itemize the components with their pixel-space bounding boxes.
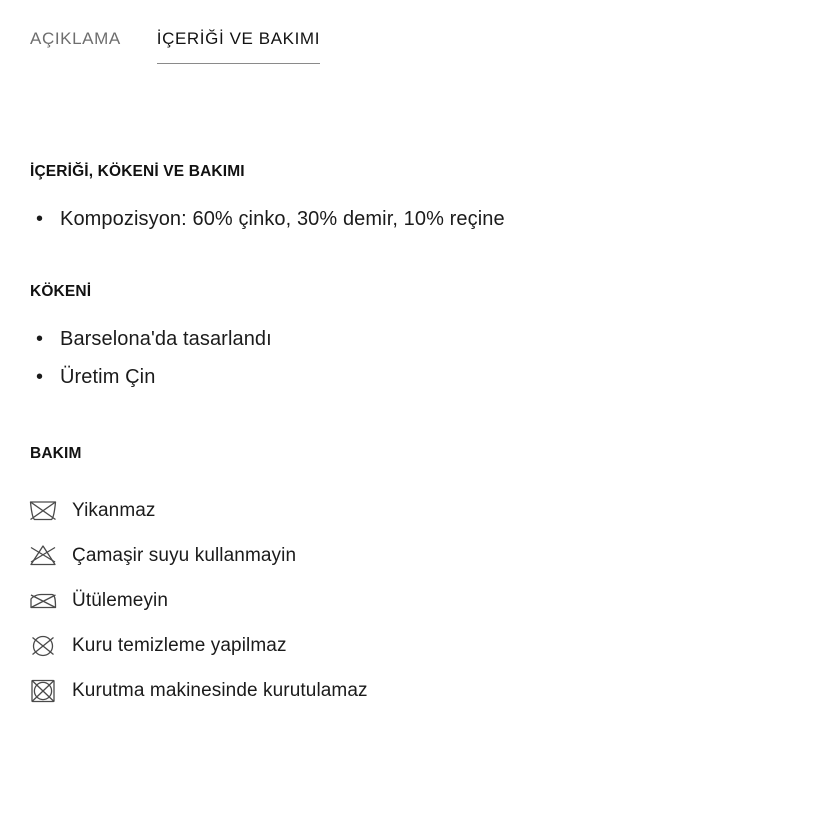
section-care: [0, 442, 828, 713]
list-item: [0, 533, 828, 578]
tab-bar: [30, 28, 320, 64]
care-instruction-list: [0, 488, 828, 713]
list-item: [0, 320, 828, 358]
origin-item-text: Barselona'da tasarlandı: [60, 328, 272, 350]
tab-icerigi-ve-bakimi-label: İÇERİĞİ VE BAKIMI: [156, 29, 321, 48]
do-not-iron-icon: [0, 588, 72, 614]
care-item-label: Kurutma makinesinde kurutulamaz: [72, 679, 368, 701]
do-not-wash-icon: [0, 498, 72, 524]
list-item: [0, 200, 828, 238]
spacer: [0, 396, 828, 442]
do-not-tumble-dry-icon: [0, 678, 72, 704]
tab-aciklama-label: AÇIKLAMA: [30, 29, 121, 48]
list-item: [0, 488, 828, 533]
tab-icerigi-ve-bakimi[interactable]: [157, 28, 320, 64]
composition-list: [0, 200, 828, 238]
section-composition: [0, 160, 828, 238]
bullet-icon: •: [36, 366, 44, 388]
bullet-icon: •: [36, 208, 44, 230]
spacer: [0, 238, 828, 280]
bullet-icon: •: [36, 328, 44, 350]
composition-item-text: Kompozisyon: 60% çinko, 30% demir, 10% reçine: [60, 208, 505, 230]
care-item-label: Kuru temizleme yapilmaz: [72, 634, 287, 656]
care-item-label: Çamaşir suyu kullanmayin: [72, 544, 297, 566]
care-item-label: Ütülemeyin: [72, 589, 169, 611]
composition-heading: İÇERİĞİ, KÖKENİ VE BAKIMI: [30, 163, 245, 180]
origin-item-text: Üretim Çin: [60, 366, 156, 388]
origin-list: [0, 320, 828, 396]
tab-aciklama[interactable]: [30, 28, 121, 64]
care-item-label: Yikanmaz: [72, 499, 156, 521]
care-heading: BAKIM: [30, 445, 82, 462]
active-tab-underline: [157, 63, 320, 65]
list-item: [0, 668, 828, 713]
list-item: [0, 623, 828, 668]
list-item: [0, 358, 828, 396]
details-content: [0, 160, 828, 713]
do-not-bleach-icon: [0, 543, 72, 569]
origin-heading: KÖKENİ: [30, 283, 92, 300]
do-not-dry-clean-icon: [0, 633, 72, 659]
section-origin: [0, 280, 828, 396]
list-item: [0, 578, 828, 623]
